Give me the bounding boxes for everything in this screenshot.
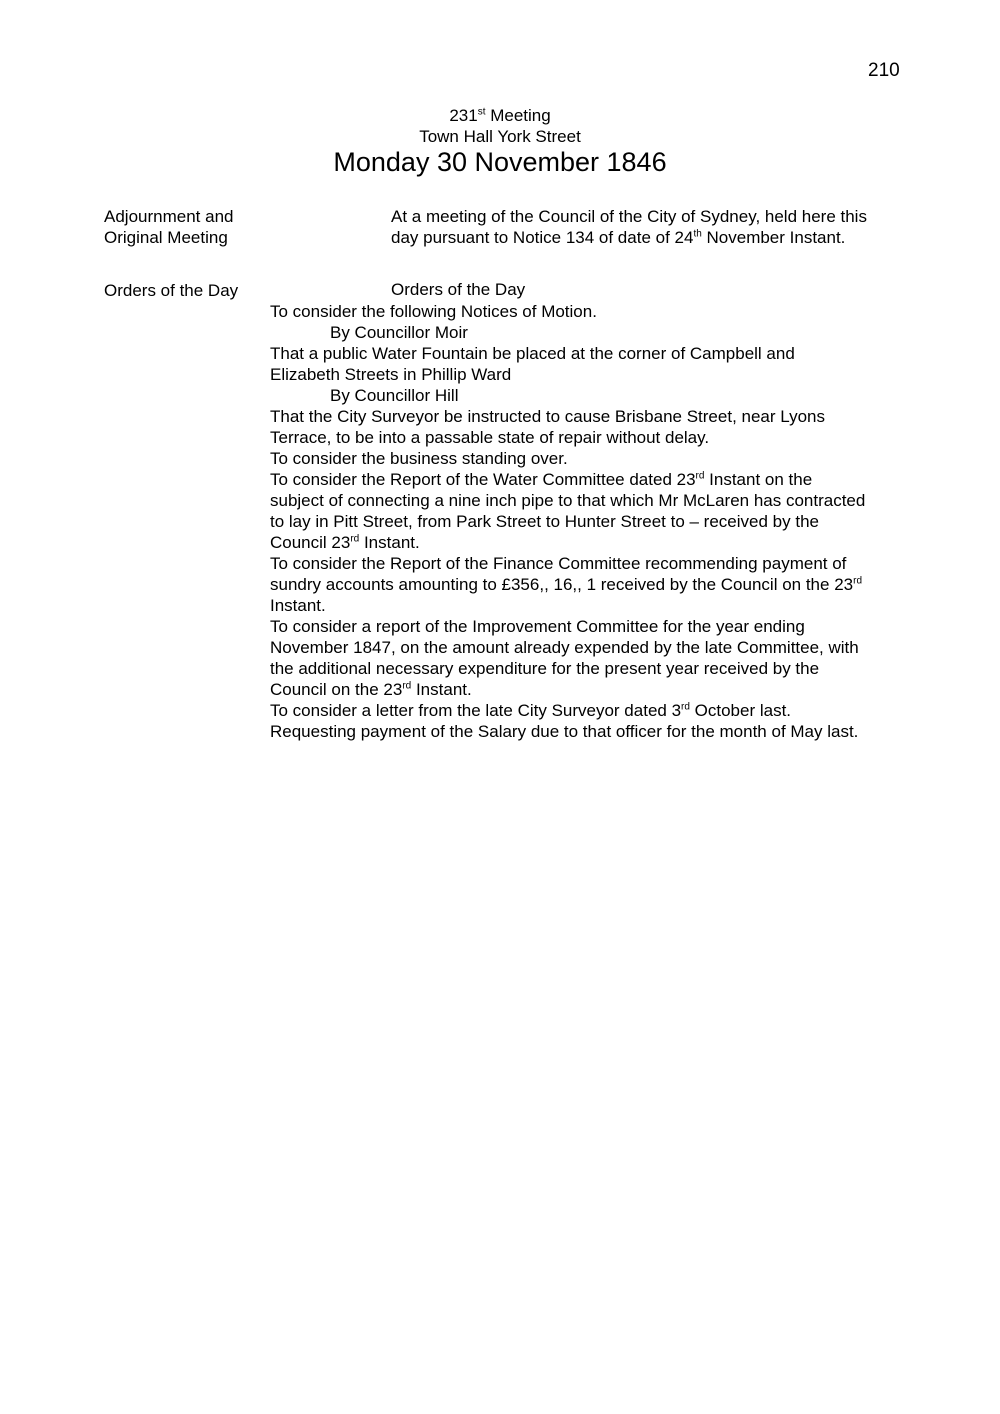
order-line: November 1847, on the amount already expended by the late Committee, with	[270, 638, 859, 657]
intro-line: At a meeting of the Council of the City of Sydney, held here this	[391, 207, 867, 226]
meeting-ordinal-suffix: st	[477, 106, 486, 118]
margin-note-adjournment	[104, 206, 233, 248]
text-run: November Instant.	[701, 228, 846, 247]
order-line	[270, 574, 925, 595]
order-line: subject of connecting a nine inch pipe to that which Mr McLaren has contracted	[270, 491, 866, 510]
order-line	[270, 469, 925, 490]
text-run: October last.	[689, 701, 792, 720]
order-mover: By Councillor Hill	[330, 386, 459, 405]
page-title: Monday 30 November 1846	[333, 147, 667, 177]
superscript: rd	[853, 575, 863, 587]
text-run: Instant on the	[704, 470, 813, 489]
superscript: rd	[681, 701, 690, 713]
order-line	[270, 679, 925, 700]
superscript: rd	[695, 470, 705, 482]
order-line: To consider a report of the Improvement Committee for the year ending	[270, 617, 805, 636]
intro-line	[391, 227, 921, 248]
margin-note-line: Original Meeting	[104, 228, 228, 247]
text-run: day pursuant to Notice 134 of date of 24	[391, 228, 694, 247]
order-line: to lay in Pitt Street, from Park Street to Hunter Street to – received by the	[270, 512, 819, 531]
order-line: That a public Water Fountain be placed at the corner of Campbell and	[270, 344, 795, 363]
order-line: Instant.	[270, 596, 326, 615]
margin-note-orders: Orders of the Day	[104, 281, 239, 300]
meeting-place: Town Hall York Street	[419, 127, 581, 146]
order-line: To consider the business standing over.	[270, 449, 568, 468]
margin-note-line: Adjournment and	[104, 207, 234, 226]
intro-paragraph	[391, 206, 921, 248]
superscript: rd	[350, 533, 360, 545]
order-line: Elizabeth Streets in Phillip Ward	[270, 365, 512, 384]
text-run: To consider a letter from the late City Surveyor dated 3	[270, 701, 682, 720]
page-number: 210	[868, 60, 900, 81]
superscript: rd	[402, 680, 412, 692]
text-run: Council 23	[270, 533, 351, 552]
orders-list	[270, 301, 925, 742]
order-line: Terrace, to be into a passable state of repair without delay.	[270, 428, 710, 447]
meeting-label: Meeting	[490, 106, 551, 125]
meeting-number	[0, 106, 1000, 126]
order-line: the additional necessary expenditure for the present year received by the	[270, 659, 820, 678]
text-run: To consider the Report of the Water Committee dated 23	[270, 470, 696, 489]
meeting-number-value: 231	[449, 106, 478, 125]
order-line	[270, 700, 925, 721]
orders-heading: Orders of the Day	[391, 280, 526, 299]
order-mover: By Councillor Moir	[330, 323, 468, 342]
text-run: Council on the 23	[270, 680, 403, 699]
order-line: To consider the following Notices of Motion.	[270, 302, 597, 321]
order-line: That the City Surveyor be instructed to cause Brisbane Street, near Lyons	[270, 407, 825, 426]
text-run: Instant.	[411, 680, 472, 699]
text-run: Instant.	[359, 533, 420, 552]
order-line: Requesting payment of the Salary due to that officer for the month of May last.	[270, 722, 859, 741]
order-line: To consider the Report of the Finance Committee recommending payment of	[270, 554, 847, 573]
order-line	[270, 532, 925, 553]
text-run: sundry accounts amounting to £356,, 16,, 1 received by the Council on the 23	[270, 575, 854, 594]
superscript: th	[693, 228, 702, 240]
